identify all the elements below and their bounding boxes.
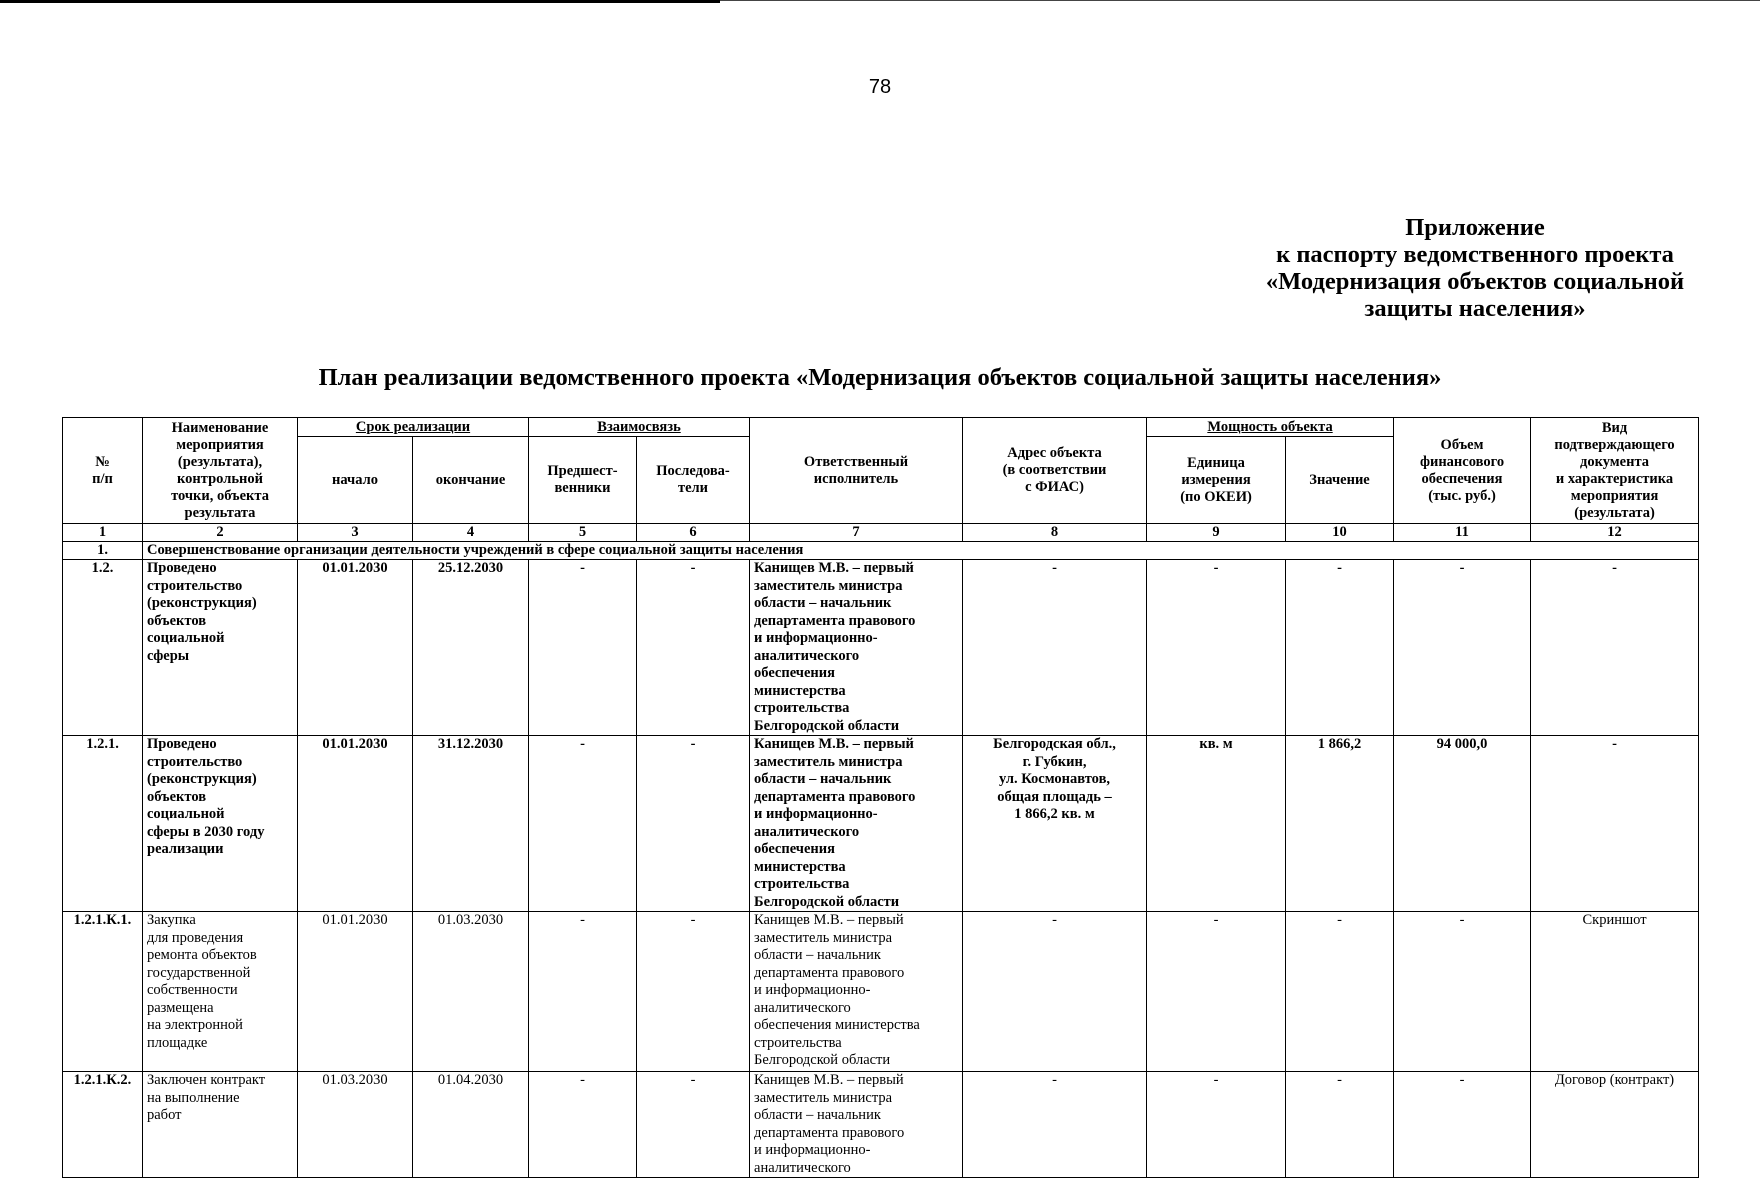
column-number: 5 bbox=[529, 524, 637, 542]
header-period-label: Срок реализации bbox=[355, 418, 471, 435]
section-row bbox=[63, 542, 1699, 560]
row-value: 1 866,2 bbox=[1286, 736, 1394, 912]
row-document: - bbox=[1531, 736, 1699, 912]
row-successors: - bbox=[637, 1072, 750, 1178]
column-number: 6 bbox=[637, 524, 750, 542]
row-number: 1.2.1.К.2. bbox=[63, 1072, 143, 1178]
annex-block bbox=[1240, 214, 1710, 322]
row-address: - bbox=[963, 1072, 1147, 1178]
header-successors: Последова- тели bbox=[637, 437, 750, 524]
header-predecessors: Предшест- венники bbox=[529, 437, 637, 524]
header-name: Наименование мероприятия (результата), контрольной точки, объекта результата bbox=[143, 418, 298, 524]
header-funding: Объем финансового обеспечения (тыс. руб.) bbox=[1394, 418, 1531, 524]
row-responsible: Канищев М.В. – первый заместитель министра области – начальник департамента правового и информационно- аналитического обеспечения министерства строительства Белгородской области bbox=[750, 560, 963, 736]
row-number: 1.2.1. bbox=[63, 736, 143, 912]
row-funding: - bbox=[1394, 1072, 1531, 1178]
header-document: Вид подтверждающего документа и характеристика мероприятия (результата) bbox=[1531, 418, 1699, 524]
row-unit: кв. м bbox=[1147, 736, 1286, 912]
header-end: окончание bbox=[413, 437, 529, 524]
header-responsible: Ответственный исполнитель bbox=[750, 418, 963, 524]
scan-top-border bbox=[0, 0, 720, 3]
row-predecessors: - bbox=[529, 912, 637, 1072]
column-number-row bbox=[63, 524, 1699, 542]
row-address: - bbox=[963, 560, 1147, 736]
row-predecessors: - bbox=[529, 736, 637, 912]
row-start-date: 01.01.2030 bbox=[298, 912, 413, 1072]
row-end-date: 01.03.2030 bbox=[413, 912, 529, 1072]
table-row bbox=[63, 560, 1699, 736]
row-start-date: 01.03.2030 bbox=[298, 1072, 413, 1178]
header-link bbox=[529, 418, 750, 437]
row-address: - bbox=[963, 912, 1147, 1072]
row-funding: - bbox=[1394, 560, 1531, 736]
section-number: 1. bbox=[63, 542, 143, 560]
row-responsible: Канищев М.В. – первый заместитель министра области – начальник департамента правового и информационно- аналитического обеспечения министерства строительства Белгородской области bbox=[750, 736, 963, 912]
row-document: Договор (контракт) bbox=[1531, 1072, 1699, 1178]
row-name: Проведено строительство (реконструкция) объектов социальной сферы в 2030 году реализации bbox=[143, 736, 298, 912]
row-unit: - bbox=[1147, 560, 1286, 736]
row-responsible: Канищев М.В. – первый заместитель министра области – начальник департамента правового и информационно- аналитического bbox=[750, 1072, 963, 1178]
row-end-date: 31.12.2030 bbox=[413, 736, 529, 912]
row-unit: - bbox=[1147, 1072, 1286, 1178]
header-num: № п/п bbox=[63, 418, 143, 524]
header-address: Адрес объекта (в соответствии с ФИАС) bbox=[963, 418, 1147, 524]
header-capacity-label: Мощность объекта bbox=[1207, 418, 1333, 435]
column-number: 11 bbox=[1394, 524, 1531, 542]
row-start-date: 01.01.2030 bbox=[298, 736, 413, 912]
table-row bbox=[63, 1072, 1699, 1178]
row-successors: - bbox=[637, 736, 750, 912]
row-predecessors: - bbox=[529, 1072, 637, 1178]
plan-table bbox=[62, 417, 1699, 1178]
row-address: Белгородская обл., г. Губкин, ул. Космонавтов, общая площадь – 1 866,2 кв. м bbox=[963, 736, 1147, 912]
header-start: начало bbox=[298, 437, 413, 524]
header-capacity bbox=[1147, 418, 1394, 437]
column-number: 10 bbox=[1286, 524, 1394, 542]
row-name: Закупка для проведения ремонта объектов государственной собственности размещена на электронной площадке bbox=[143, 912, 298, 1072]
annex-line-3: «Модернизация объектов социальной bbox=[1265, 268, 1685, 295]
row-start-date: 01.01.2030 bbox=[298, 560, 413, 736]
column-number: 4 bbox=[413, 524, 529, 542]
header-period bbox=[298, 418, 529, 437]
row-name: Заключен контракт на выполнение работ bbox=[143, 1072, 298, 1178]
row-number: 1.2.1.К.1. bbox=[63, 912, 143, 1072]
column-number: 3 bbox=[298, 524, 413, 542]
plan-title: План реализации ведомственного проекта «Модернизация объектов социальной защиты населения» bbox=[318, 364, 1442, 391]
table-row bbox=[63, 736, 1699, 912]
header-link-label: Взаимосвязь bbox=[597, 418, 681, 435]
row-value: - bbox=[1286, 560, 1394, 736]
header-unit: Единица измерения (по ОКЕИ) bbox=[1147, 437, 1286, 524]
row-document: - bbox=[1531, 560, 1699, 736]
row-responsible: Канищев М.В. – первый заместитель министра области – начальник департамента правового и информационно- аналитического обеспечения министерства строительства Белгородской области bbox=[750, 912, 963, 1072]
annex-line-2: к паспорту ведомственного проекта bbox=[1276, 241, 1674, 268]
annex-line-1: Приложение bbox=[1405, 214, 1545, 241]
column-number: 12 bbox=[1531, 524, 1699, 542]
annex-line-4: защиты населения» bbox=[1364, 295, 1586, 322]
column-number: 8 bbox=[963, 524, 1147, 542]
header-value: Значение bbox=[1286, 437, 1394, 524]
row-end-date: 25.12.2030 bbox=[413, 560, 529, 736]
row-predecessors: - bbox=[529, 560, 637, 736]
column-number: 1 bbox=[63, 524, 143, 542]
row-end-date: 01.04.2030 bbox=[413, 1072, 529, 1178]
row-successors: - bbox=[637, 560, 750, 736]
scan-top-border-thin bbox=[720, 0, 1760, 1]
table-row bbox=[63, 912, 1699, 1072]
row-funding: 94 000,0 bbox=[1394, 736, 1531, 912]
row-unit: - bbox=[1147, 912, 1286, 1072]
header-row-1 bbox=[63, 418, 1699, 437]
section-title: Совершенствование организации деятельности учреждений в сфере социальной защиты населения bbox=[143, 542, 1699, 560]
row-value: - bbox=[1286, 1072, 1394, 1178]
row-document: Скриншот bbox=[1531, 912, 1699, 1072]
column-number: 2 bbox=[143, 524, 298, 542]
row-funding: - bbox=[1394, 912, 1531, 1072]
row-number: 1.2. bbox=[63, 560, 143, 736]
row-successors: - bbox=[637, 912, 750, 1072]
row-name: Проведено строительство (реконструкция) объектов социальной сферы bbox=[143, 560, 298, 736]
column-number: 7 bbox=[750, 524, 963, 542]
page-number: 78 bbox=[868, 76, 892, 98]
row-value: - bbox=[1286, 912, 1394, 1072]
column-number: 9 bbox=[1147, 524, 1286, 542]
